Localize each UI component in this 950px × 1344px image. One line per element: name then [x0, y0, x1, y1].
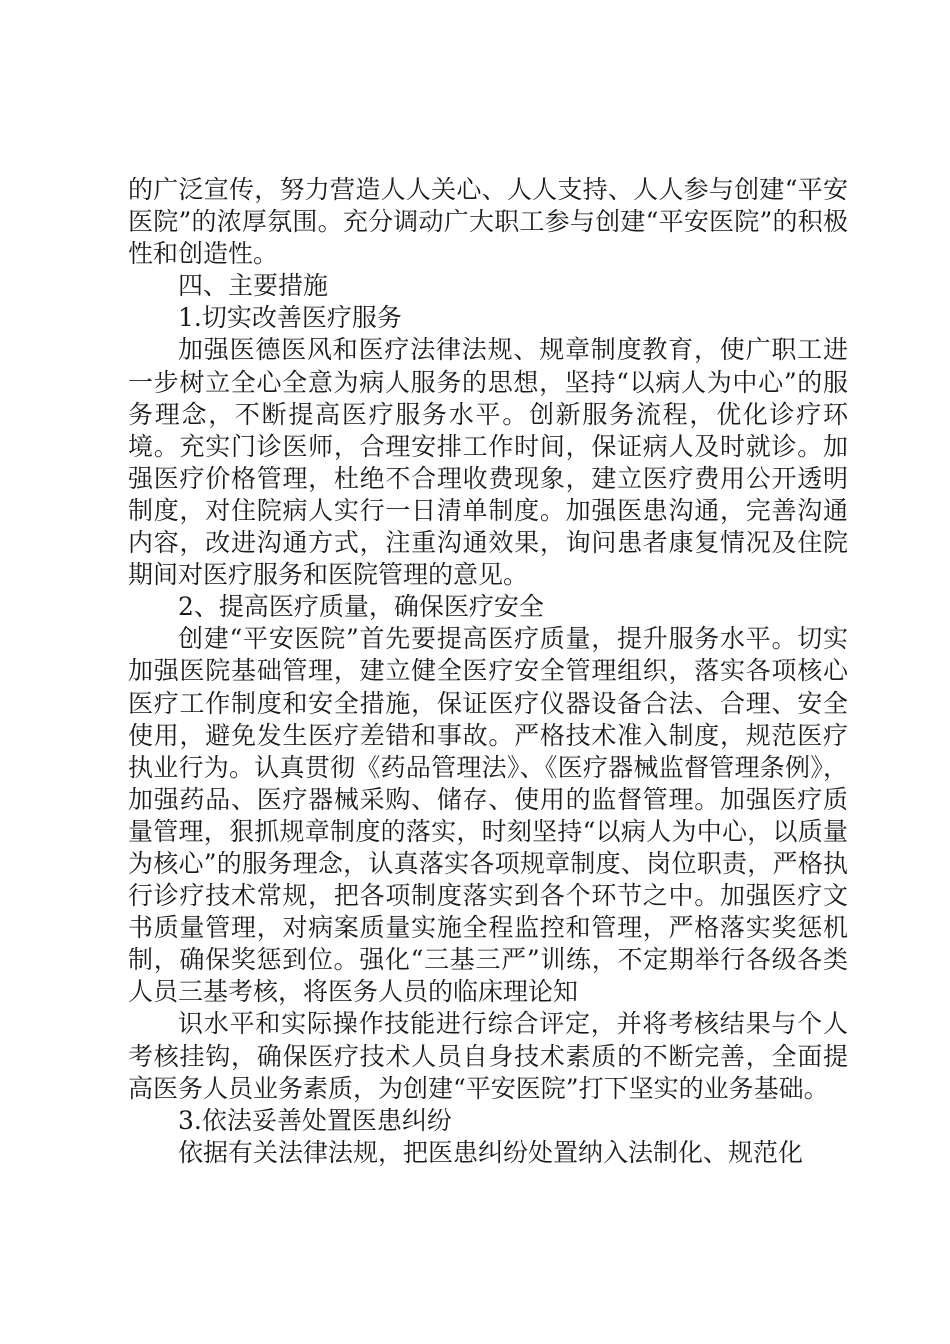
paragraph-medical-service: 加强医德医风和医疗法律法规、规章制度教育，使广职工进一步树立全心全意为病人服务的思想，坚持“以病人为中心”的服务理念，不断提高医疗服务水平。创新服务流程，优化诊疗环境。充实门诊医师，合理安排工作时间，保证病人及时就诊。加强医疗价格管理，杜绝不合理收费现象，建立医疗费用公开透明制度，对住院病人实行一日清单制度。加强医患沟通，完善沟通内容，改进沟通方式，注重沟通效果，询问患者康复情况及住院期间对医疗服务和医院管理的意见。 [128, 335, 848, 590]
subheading-medical-quality-safety: 2、提高医疗质量，确保医疗安全 [178, 592, 544, 622]
paragraph-medical-quality: 创建“平安医院”首先要提高医疗质量，提升服务水平。切实加强医院基础管理，建立健全医疗安全管理组织，落实各项核心医疗工作制度和安全措施，保证医疗仪器设备合法、合理、安全使用，避免发生医疗差错和事故。严格技术准入制度，规范医疗执业行为。认真贯彻《药品管理法》、《医疗器械监督管理条例》，加强药品、医疗器械采购、储存、使用的监督管理。加强医疗质量管理，狠抓规章制度的落实，时刻坚持“以病人为中心，以质量为核心”的服务理念，认真落实各项规章制度、岗位职责，严格执行诊疗技术常规，把各项制度落实到各个环节之中。加强医疗文书质量管理，对病案质量实施全程监控和管理，严格落实奖惩机制，确保奖惩到位。强化“三基三严”训练，不定期举行各级各类人员三基考核，将医务人员的临床理论知 [128, 624, 848, 1007]
paragraph-intro-continuation: 的广泛宣传，努力营造人人关心、人人支持、人人参与创建“平安医院”的浓厚氛围。充分调动广大职工参与创建“平安医院”的积极性和创造性。 [128, 175, 848, 269]
document-body [128, 174, 848, 1169]
subheading-improve-medical-service: 1.切实改善医疗服务 [178, 303, 402, 333]
subheading-dispute-handling: 3.依法妥善处置医患纠纷 [178, 1105, 452, 1135]
section-heading-main-measures: 四、主要措施 [178, 271, 329, 301]
paragraph-dispute-handling: 依据有关法律法规，把医患纠纷处置纳入法制化、规范化 [178, 1137, 804, 1167]
paragraph-assessment: 识水平和实际操作技能进行综合评定，并将考核结果与个人考核挂钩，确保医疗技术人员自身技术素质的不断完善，全面提高医务人员业务素质，为创建“平安医院”打下坚实的业务基础。 [128, 1009, 848, 1103]
